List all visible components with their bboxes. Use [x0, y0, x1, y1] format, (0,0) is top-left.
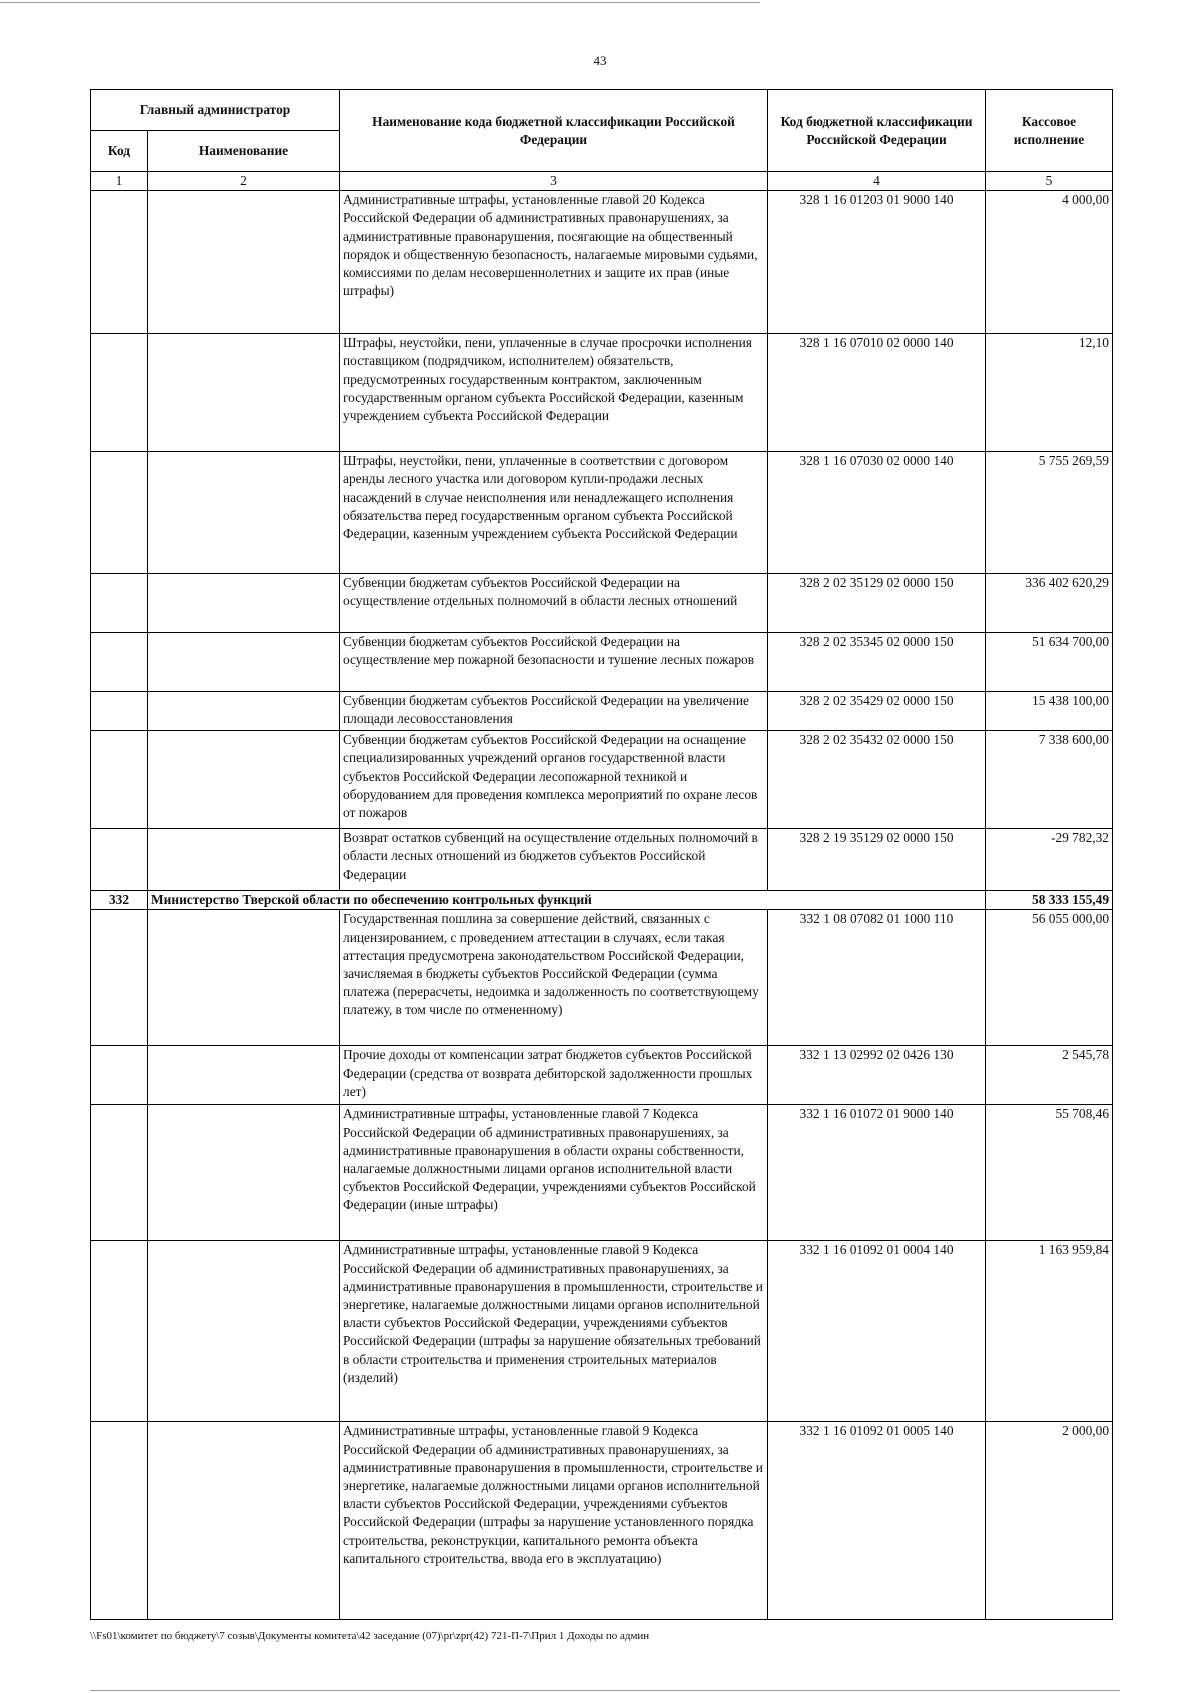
cash-amount: 4 000,00	[986, 191, 1113, 334]
kbk-code: 328 2 02 35129 02 0000 150	[768, 574, 986, 633]
kbk-code: 328 2 19 35129 02 0000 150	[768, 829, 986, 891]
table-row	[91, 191, 1113, 334]
kbk-description: Субвенции бюджетам субъектов Российской Федерации на оснащение специализированных учреждений органов государственной власти субъектов Российской Федерации лесопожарной техникой и оборудованием для проведения комплекса мероприятий по охране лесов от пожаров	[340, 731, 768, 829]
table-row	[91, 829, 1113, 891]
cash-amount: 336 402 620,29	[986, 574, 1113, 633]
cash-amount: 2 000,00	[986, 1422, 1113, 1620]
kbk-description: Административные штрафы, установленные главой 20 Кодекса Российской Федерации об административных правонарушениях, за административные правонарушения, посягающие на общественный порядок и общественную безопасность, налагаемые мировыми судьями, комиссиями по делам несовершеннолетних и защите их прав (иные штрафы)	[340, 191, 768, 334]
cash-amount: 2 545,78	[986, 1046, 1113, 1105]
header-name: Наименование	[148, 131, 340, 172]
column-number: 2	[148, 172, 340, 191]
header-kbk-code: Код бюджетной классификации Российской Федерации	[768, 90, 986, 172]
cash-amount: 1 163 959,84	[986, 1241, 1113, 1422]
kbk-description: Административные штрафы, установленные главой 7 Кодекса Российской Федерации об административных правонарушениях, за административные правонарушения в области охраны собственности, налагаемые должностными лицами органов исполнительной власти субъектов Российской Федерации, учреждениями субъектов Российской Федерации (иные штрафы)	[340, 1105, 768, 1241]
column-number: 3	[340, 172, 768, 191]
administrator-total-row	[91, 891, 1113, 910]
table-row	[91, 1105, 1113, 1241]
scan-edge-line	[0, 2, 760, 3]
column-number-row	[91, 172, 1113, 191]
page-number: 43	[593, 53, 607, 68]
table-row	[91, 1422, 1113, 1620]
administrator-code: 332	[91, 891, 148, 910]
kbk-code: 332 1 16 01072 01 9000 140	[768, 1105, 986, 1241]
cash-amount: 5 755 269,59	[986, 452, 1113, 574]
kbk-code: 328 1 16 01203 01 9000 140	[768, 191, 986, 334]
cash-amount: 55 708,46	[986, 1105, 1113, 1241]
header-kbk-name: Наименование кода бюджетной классификации Российской Федерации	[340, 90, 768, 172]
kbk-code: 328 1 16 07030 02 0000 140	[768, 452, 986, 574]
kbk-code: 328 2 02 35345 02 0000 150	[768, 633, 986, 692]
cash-amount: 15 438 100,00	[986, 692, 1113, 731]
header-cash-execution: Кассовое исполнение	[986, 90, 1113, 172]
cash-amount: 7 338 600,00	[986, 731, 1113, 829]
revenue-table	[90, 89, 1113, 1620]
column-number: 4	[768, 172, 986, 191]
kbk-code: 328 2 02 35429 02 0000 150	[768, 692, 986, 731]
kbk-description: Субвенции бюджетам субъектов Российской Федерации на осуществление мер пожарной безопасности и тушение лесных пожаров	[340, 633, 768, 692]
kbk-description: Государственная пошлина за совершение действий, связанных с лицензированием, с проведением аттестации в случаях, если такая аттестация предусмотрена законодательством Российской Федерации, зачисляемая в бюджеты субъектов Российской Федерации (сумма платежа (перерасчеты, недоимка и задолженность по соответствующему платежу, в том числе по отмененному)	[340, 910, 768, 1046]
kbk-description: Административные штрафы, установленные главой 9 Кодекса Российской Федерации об административных правонарушениях, за административные правонарушения в промышленности, строительстве и энергетике, налагаемые должностными лицами органов исполнительной власти субъектов Российской Федерации, учреждениями субъектов Российской Федерации (штрафы за нарушение установленного порядка строительства, реконструкции, капитального ремонта объекта капитального строительства, ввода его в эксплуатацию)	[340, 1422, 768, 1620]
kbk-code: 332 1 08 07082 01 1000 110	[768, 910, 986, 1046]
kbk-description: Административные штрафы, установленные главой 9 Кодекса Российской Федерации об административных правонарушениях, за административные правонарушения в промышленности, строительстве и энергетике, налагаемые должностными лицами органов исполнительной власти субъектов Российской Федерации, учреждениями субъектов Российской Федерации (штрафы за нарушение обязательных требований в области строительства и применения строительных материалов (изделий)	[340, 1241, 768, 1422]
kbk-description: Штрафы, неустойки, пени, уплаченные в случае просрочки исполнения поставщиком (подрядчиком, исполнителем) обязательств, предусмотренных государственным контрактом, заключенным государственным органом субъекта Российской Федерации, казенным учреждением субъекта Российской Федерации	[340, 334, 768, 452]
footer-file-path: \\Fs01\комитет по бюджету\7 созыв\Документы комитета\42 заседание (07)\pr\zpr(42) 721-П-7\Прил 1 Доходы по админ	[90, 1630, 650, 1642]
scan-edge-line	[90, 1690, 1120, 1691]
kbk-code: 332 1 13 02992 02 0426 130	[768, 1046, 986, 1105]
kbk-description: Субвенции бюджетам субъектов Российской Федерации на увеличение площади лесовосстановления	[340, 692, 768, 731]
kbk-code: 332 1 16 01092 01 0004 140	[768, 1241, 986, 1422]
column-number: 1	[91, 172, 148, 191]
kbk-description: Субвенции бюджетам субъектов Российской Федерации на осуществление отдельных полномочий в области лесных отношений	[340, 574, 768, 633]
kbk-description: Возврат остатков субвенций на осуществление отдельных полномочий в области лесных отношений из бюджетов субъектов Российской Федерации	[340, 829, 768, 891]
cash-amount: -29 782,32	[986, 829, 1113, 891]
cash-amount: 51 634 700,00	[986, 633, 1113, 692]
table-row	[91, 334, 1113, 452]
table-row	[91, 1046, 1113, 1105]
table-row	[91, 910, 1113, 1046]
kbk-description: Штрафы, неустойки, пени, уплаченные в соответствии с договором аренды лесного участка или договором купли-продажи лесных насаждений в случае неисполнения или ненадлежащего исполнения обязательства перед государственным органом субъекта Российской Федерации, казенным учреждением субъекта Российской Федерации	[340, 452, 768, 574]
table-row	[91, 574, 1113, 633]
table-row	[91, 1241, 1113, 1422]
cash-amount: 56 055 000,00	[986, 910, 1113, 1046]
table-row	[91, 692, 1113, 731]
kbk-description: Прочие доходы от компенсации затрат бюджетов субъектов Российской Федерации (средства от возврата дебиторской задолженности прошлых лет)	[340, 1046, 768, 1105]
kbk-code: 328 1 16 07010 02 0000 140	[768, 334, 986, 452]
column-number: 5	[986, 172, 1113, 191]
header-main-administrator: Главный администратор	[91, 90, 340, 131]
table-row	[91, 731, 1113, 829]
kbk-code: 332 1 16 01092 01 0005 140	[768, 1422, 986, 1620]
header-code: Код	[91, 131, 148, 172]
administrator-name: Министерство Тверской области по обеспечению контрольных функций	[148, 891, 986, 910]
table-row	[91, 633, 1113, 692]
cash-amount: 12,10	[986, 334, 1113, 452]
table-row	[91, 452, 1113, 574]
administrator-total-amount: 58 333 155,49	[986, 891, 1113, 910]
kbk-code: 328 2 02 35432 02 0000 150	[768, 731, 986, 829]
